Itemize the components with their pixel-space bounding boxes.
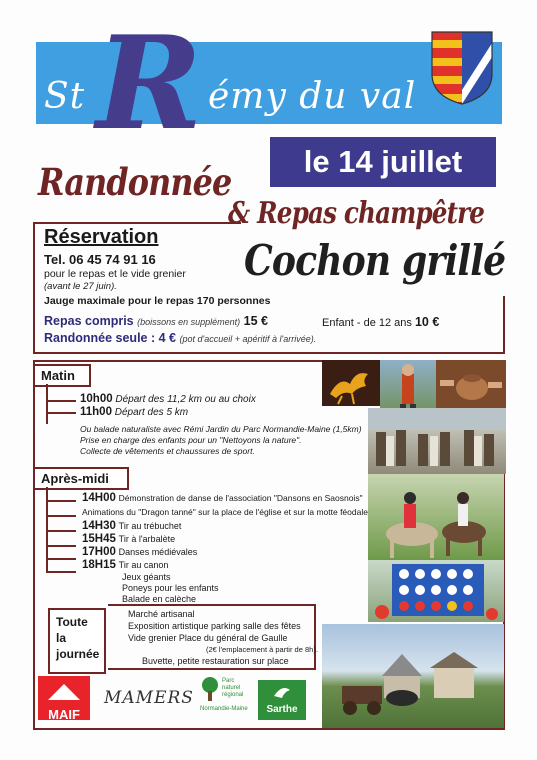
mamers-logo: MAMERS (104, 688, 194, 708)
toute-label: journée (56, 647, 100, 661)
parc-region: Normandie-Maine (200, 706, 248, 712)
event-time: 17H00 (82, 546, 116, 558)
allday-item-note: (2€ l'emplacement à partir de 8h). (206, 645, 318, 654)
town-prefix: St (44, 76, 86, 117)
coat-of-arms-icon (430, 30, 494, 106)
ponies-photo (368, 474, 504, 560)
event-time: 14H00 (82, 492, 116, 504)
title-repas: & Repas champêtre (228, 196, 485, 231)
meal-note: (boissons en supplément) (137, 317, 241, 327)
event-text: Tir au canon (118, 560, 169, 570)
parc-text (222, 678, 243, 699)
section-toute-la-journee (48, 608, 106, 674)
apres-extra: Jeux géants (122, 572, 171, 582)
apres-tick (46, 515, 76, 517)
sarthe-label: Sarthe (266, 704, 298, 715)
walk-note: (pot d'accueil + apéritif à l'arrivée). (179, 334, 317, 344)
event-text: Démonstration de danse de l'association "Dansons en Saosnois" (118, 493, 363, 503)
event-time: 10h00 (80, 393, 113, 405)
event-text: Tir au trébuchet (118, 521, 182, 531)
event-text: Départ des 11,2 km ou au choix (115, 394, 256, 405)
apres-event (82, 546, 197, 558)
pottery-photo (436, 360, 506, 408)
meal-price-line (44, 314, 268, 328)
title-randonnee: Randonnée (38, 160, 232, 204)
reservation-purpose: pour le repas et le vide grenier (44, 268, 186, 280)
title-cochon: Cochon grillé (244, 236, 506, 285)
town-initial: R (96, 9, 203, 159)
child-price-line (322, 315, 439, 329)
toute-label: la (56, 631, 67, 645)
event-time: 14H30 (82, 520, 116, 532)
section-apres-midi: Après-midi (33, 467, 129, 490)
apres-event (82, 520, 181, 532)
walk-price-line (44, 331, 316, 345)
toute-label: Toute (56, 615, 88, 629)
medieval-dance-photo (368, 408, 506, 474)
allday-item: Exposition artistique parking salle des fêtes (128, 621, 301, 631)
allday-item: Vide grenier Place du général de Gaulle (128, 633, 288, 643)
apres-event (82, 559, 168, 571)
phone-number: Tel. 06 45 74 91 16 (44, 252, 156, 267)
apres-extra: Poneys pour les enfants (122, 583, 219, 593)
apres-tick (46, 545, 76, 547)
reservation-deadline: (avant le 27 juin). (44, 281, 117, 292)
matin-tick (46, 412, 76, 414)
matin-event (80, 393, 256, 405)
walk-label: Randonnée seule : 4 € (44, 331, 176, 345)
parc-logo (200, 676, 250, 722)
maif-logo (38, 676, 90, 720)
parc-line: régional (222, 692, 244, 698)
village-carriage-photo (322, 624, 504, 728)
dragon-photo (322, 360, 380, 406)
matin-note: Collecte de vêtements et chaussures de sport. (80, 446, 255, 456)
event-time: 15H45 (82, 533, 116, 545)
capacity-note: Jauge maximale pour le repas 170 personnes (44, 295, 271, 307)
parc-line: naturel (222, 685, 241, 691)
tree-icon (200, 676, 220, 702)
matin-tick (46, 400, 76, 402)
event-text: Départ des 5 km (114, 407, 189, 418)
maif-icon (38, 680, 90, 702)
town-name-rest: émy du val (208, 76, 417, 117)
event-text: Tir à l'arbalète (118, 534, 176, 544)
apres-event (82, 492, 363, 504)
event-time: 11h00 (80, 406, 112, 418)
event-text: Animations du "Dragon tanné" sur la place de l'église et sur la motte féodale (82, 507, 368, 517)
apres-tick (46, 571, 76, 573)
child-label: Enfant - de 12 ans (322, 317, 412, 329)
section-matin: Matin (33, 364, 91, 387)
apres-tick (46, 500, 76, 502)
matin-note: Prise en charge des enfants pour un "Nettoyons la nature". (80, 435, 302, 445)
child-price: 10 € (414, 315, 440, 329)
apres-event (82, 507, 368, 518)
giant-games-photo (368, 560, 504, 622)
apres-extra: Balade en calèche (122, 594, 197, 604)
event-text: Danses médiévales (118, 547, 198, 557)
allday-item: Marché artisanal (128, 609, 195, 619)
meal-label: Repas compris (44, 314, 134, 328)
sarthe-logo (258, 680, 306, 720)
event-time: 18H15 (82, 559, 116, 571)
maif-label: MAIF (48, 707, 80, 722)
apres-tick (46, 530, 76, 532)
matin-connector (46, 384, 48, 424)
matin-note: Ou balade naturaliste avec Rémi Jardin du Parc Normandie-Maine (1,5km) (80, 424, 362, 434)
matin-event (80, 406, 188, 418)
allday-item: Buvette, petite restauration sur place (142, 656, 289, 666)
apres-tick (46, 558, 76, 560)
reservation-title: Réservation (44, 226, 159, 248)
parc-line: Parc (222, 678, 235, 684)
event-date: le 14 juillet (270, 137, 496, 187)
sarthe-icon (272, 684, 292, 700)
meal-price: 15 € (243, 314, 268, 328)
apres-event (82, 533, 175, 545)
